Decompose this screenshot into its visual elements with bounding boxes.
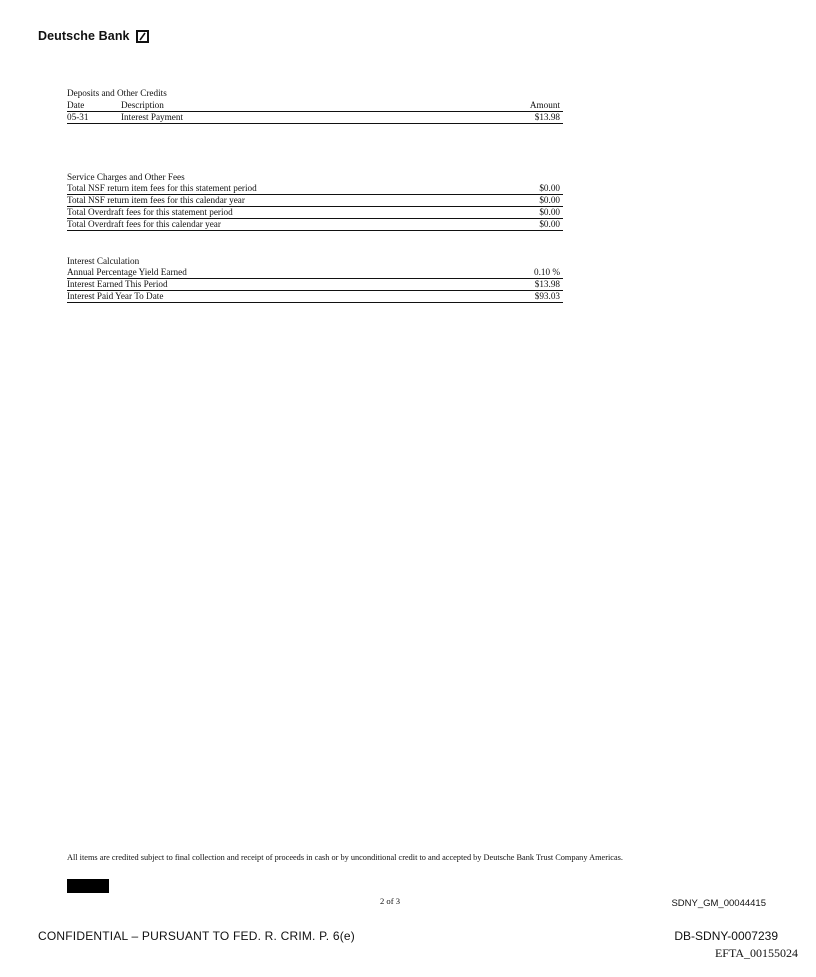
bank-logo xyxy=(38,27,149,45)
col-amount-header: Amount xyxy=(529,100,560,110)
fee-amount: $0.00 xyxy=(539,219,560,229)
deposits-title: Deposits and Other Credits xyxy=(67,88,167,98)
fee-label: Total NSF return item fees for this calendar year xyxy=(67,195,245,205)
fees-section xyxy=(67,171,563,231)
fee-row xyxy=(67,183,563,195)
page-number: 2 of 3 xyxy=(379,896,401,906)
interest-amount: $13.98 xyxy=(534,279,560,289)
disclaimer-text: All items are credited subject to final collection and receipt of proceeds in cash or by unconditional credit to and accepted by Deutsche Bank Trust Company Americas. xyxy=(67,853,623,862)
fees-title: Service Charges and Other Fees xyxy=(67,172,185,182)
deposit-description: Interest Payment xyxy=(121,112,183,122)
bates-number-sdny-gm: SDNY_GM_00044415 xyxy=(671,898,766,909)
interest-amount: 0.10 % xyxy=(533,267,560,277)
fee-row xyxy=(67,219,563,231)
interest-amount: $93.03 xyxy=(534,291,560,301)
deposit-row xyxy=(67,112,563,124)
interest-row xyxy=(67,291,563,303)
deposit-amount: $13.98 xyxy=(534,112,560,122)
col-date-header: Date xyxy=(67,100,85,110)
deutsche-bank-slash-icon xyxy=(136,30,149,43)
deposits-section xyxy=(67,87,563,124)
interest-row xyxy=(67,279,563,291)
deposit-date: 05-31 xyxy=(67,112,89,122)
interest-label: Interest Earned This Period xyxy=(67,279,168,289)
bank-name: Deutsche Bank xyxy=(38,29,130,43)
fee-label: Total Overdraft fees for this calendar year xyxy=(67,219,221,229)
fee-label: Total NSF return item fees for this statement period xyxy=(67,183,257,193)
fee-row xyxy=(67,207,563,219)
fee-label: Total Overdraft fees for this statement period xyxy=(67,207,233,217)
interest-label: Annual Percentage Yield Earned xyxy=(67,267,187,277)
interest-title: Interest Calculation xyxy=(67,256,140,266)
efta-number: EFTA_00155024 xyxy=(714,946,798,960)
fee-row xyxy=(67,195,563,207)
col-description-header: Description xyxy=(121,100,164,110)
interest-label: Interest Paid Year To Date xyxy=(67,291,164,301)
interest-row xyxy=(67,267,563,279)
fee-amount: $0.00 xyxy=(539,207,560,217)
redaction-block xyxy=(67,879,109,893)
interest-section xyxy=(67,255,563,303)
confidential-notice: CONFIDENTIAL – PURSUANT TO FED. R. CRIM. P. 6(e) xyxy=(38,929,355,943)
bates-number-db: DB-SDNY-0007239 xyxy=(674,929,778,943)
fee-amount: $0.00 xyxy=(539,195,560,205)
deposits-header-row xyxy=(67,99,563,112)
fee-amount: $0.00 xyxy=(539,183,560,193)
